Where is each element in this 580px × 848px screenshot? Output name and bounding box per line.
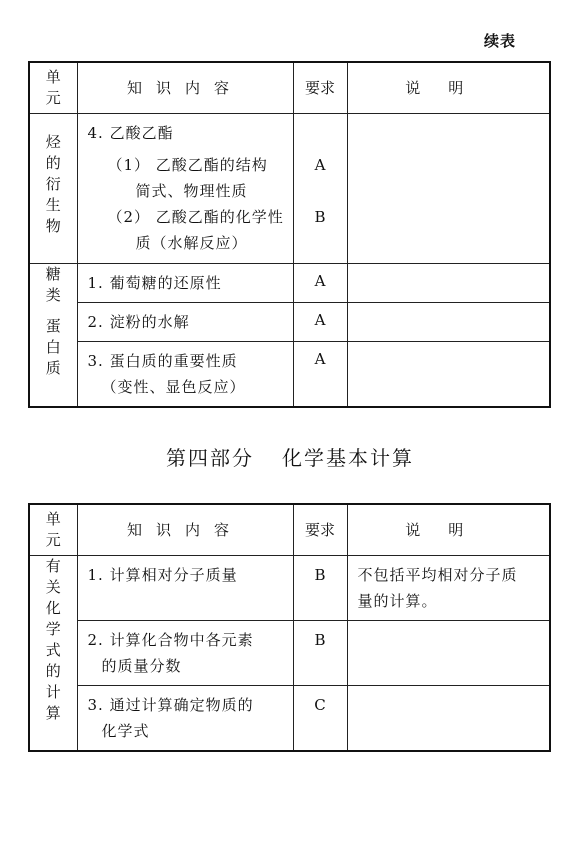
header-note: 说明 bbox=[347, 62, 550, 114]
knowledge-table-organic bbox=[28, 61, 551, 408]
section-name: 化学基本计算 bbox=[282, 446, 414, 470]
note-cell bbox=[347, 686, 550, 752]
content-cell: 1. 计算相对分子质量 bbox=[77, 556, 293, 621]
note-cell bbox=[347, 556, 550, 621]
item-line: 简式、物理性质 bbox=[135, 182, 248, 200]
note-cell bbox=[347, 621, 550, 686]
item-line: 化学式 bbox=[101, 722, 150, 740]
note-cell bbox=[347, 303, 550, 342]
section-title bbox=[0, 442, 580, 471]
requirement-cell: A bbox=[293, 342, 347, 408]
content-cell bbox=[77, 342, 293, 408]
table-header-row bbox=[29, 504, 550, 556]
requirement-cell: A bbox=[293, 264, 347, 303]
table-row bbox=[29, 303, 550, 342]
content-cell: 1. 葡萄糖的还原性 bbox=[77, 264, 293, 303]
header-requirement: 要求 bbox=[293, 62, 347, 114]
unit-cell-formula-calculation: 有 关 化 学 式 的 计 算 bbox=[29, 556, 77, 752]
header-content: 知识内容 bbox=[77, 504, 293, 556]
table-row bbox=[29, 621, 550, 686]
item-line: 的质量分数 bbox=[101, 657, 182, 675]
knowledge-table-calculation bbox=[28, 503, 551, 752]
item-line: 3. 通过计算确定物质的 bbox=[87, 696, 254, 714]
requirement-cell: B bbox=[293, 621, 347, 686]
item-line: （变性、显色反应） bbox=[101, 378, 246, 396]
content-cell bbox=[77, 114, 293, 264]
note-cell bbox=[347, 264, 550, 303]
header-requirement: 要求 bbox=[293, 504, 347, 556]
header-unit: 单 元 bbox=[29, 62, 77, 114]
content-cell bbox=[77, 621, 293, 686]
table-header-row bbox=[29, 62, 550, 114]
header-unit: 单 元 bbox=[29, 504, 77, 556]
note-line: 量的计算。 bbox=[357, 592, 438, 610]
header-note: 说明 bbox=[347, 504, 550, 556]
item-line: 2. 计算化合物中各元素 bbox=[87, 631, 254, 649]
unit-cell-derivatives: 烃 的 衍 生 物 bbox=[29, 114, 77, 264]
item-line: 3. 蛋白质的重要性质 bbox=[87, 352, 238, 370]
continuation-label: 续表 bbox=[483, 32, 516, 50]
unit-cell-sugars-proteins: 糖 类 蛋 白 质 bbox=[29, 264, 77, 408]
table-row bbox=[29, 264, 550, 303]
requirement-cell bbox=[293, 114, 347, 264]
requirement-value: B bbox=[314, 208, 326, 226]
requirement-value: A bbox=[314, 156, 326, 174]
content-cell: 2. 淀粉的水解 bbox=[77, 303, 293, 342]
item-line: 质（水解反应） bbox=[135, 234, 248, 252]
note-cell bbox=[347, 342, 550, 408]
table-row bbox=[29, 686, 550, 752]
table-row bbox=[29, 114, 550, 264]
requirement-cell: B bbox=[293, 556, 347, 621]
item-line: （2） 乙酸乙酯的化学性 bbox=[107, 208, 284, 226]
item-title: 4. 乙酸乙酯 bbox=[87, 124, 174, 142]
item-line: （1） 乙酸乙酯的结构 bbox=[107, 156, 268, 174]
table-row bbox=[29, 556, 550, 621]
content-cell bbox=[77, 686, 293, 752]
requirement-cell: C bbox=[293, 686, 347, 752]
note-line: 不包括平均相对分子质 bbox=[357, 566, 518, 584]
note-cell bbox=[347, 114, 550, 264]
section-part: 第四部分 bbox=[166, 446, 254, 470]
table-row bbox=[29, 342, 550, 408]
requirement-cell: A bbox=[293, 303, 347, 342]
header-content: 知识内容 bbox=[77, 62, 293, 114]
